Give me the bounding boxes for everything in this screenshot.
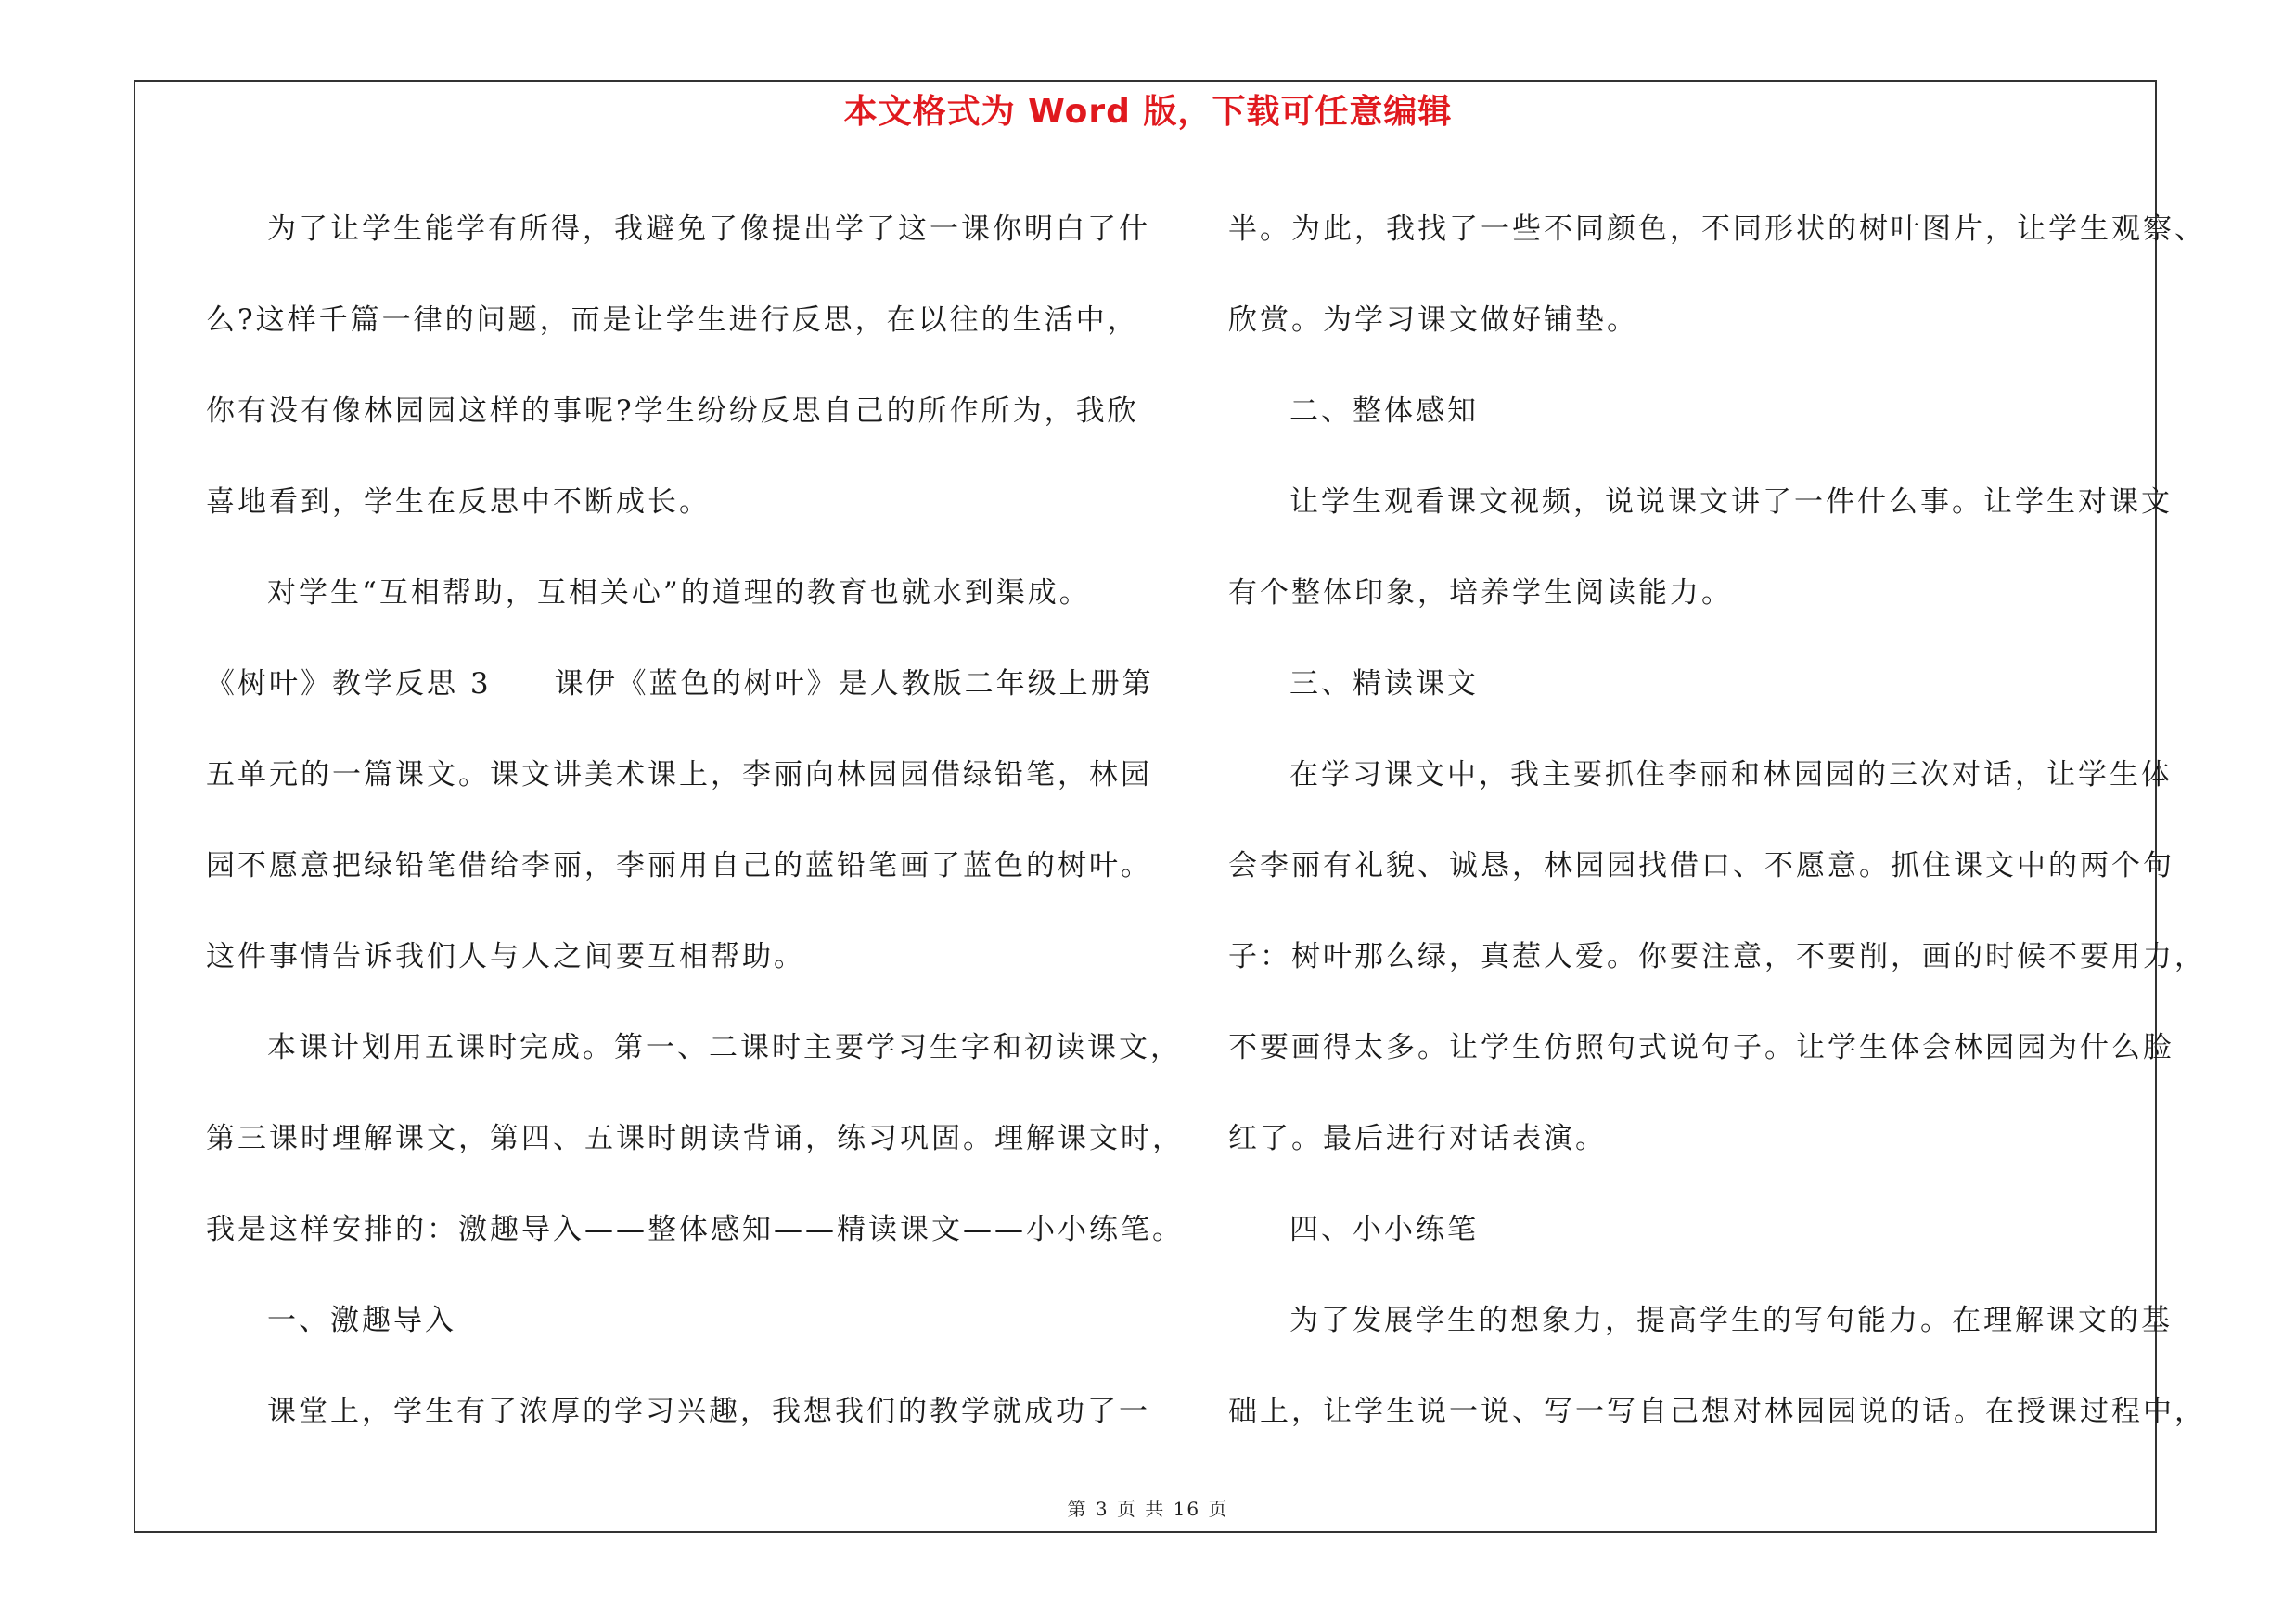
text-line: 子：树叶那么绿，真惹人爱。你要注意，不要削，画的时候不要用力， bbox=[1228, 940, 2206, 973]
text-line: 课堂上，学生有了浓厚的学习兴趣，我想我们的教学就成功了一 bbox=[267, 1395, 1150, 1428]
text-line: 第三课时理解课文，第四、五课时朗读背诵，练习巩固。理解课文时， bbox=[206, 1122, 1184, 1155]
right-column bbox=[1228, 184, 2206, 1457]
text-line: 喜地看到，学生在反思中不断成长。 bbox=[206, 485, 711, 519]
text-line: 欣赏。为学习课文做好铺垫。 bbox=[1228, 303, 1638, 337]
section-heading: 二、整体感知 bbox=[1289, 394, 1479, 428]
text-line: 让学生观看课文视频，说说课文讲了一件什么事。让学生对课文 bbox=[1289, 485, 2173, 519]
text-line: 园不愿意把绿铅笔借给李丽，李丽用自己的蓝铅笔画了蓝色的树叶。 bbox=[206, 849, 1152, 882]
text-line: 你有没有像林园园这样的事呢?学生纷纷反思自己的所作所为，我欣 bbox=[206, 394, 1139, 428]
left-column bbox=[206, 184, 1184, 1457]
text-line: 么?这样千篇一律的问题，而是让学生进行反思，在以往的生活中， bbox=[206, 303, 1139, 337]
text-line: 础上，让学生说一说、写一写自己想对林园园说的话。在授课过程中， bbox=[1228, 1395, 2206, 1428]
text-line: 为了发展学生的想象力，提高学生的写句能力。在理解课文的基 bbox=[1289, 1304, 2173, 1337]
text-line: 不要画得太多。让学生仿照句式说句子。让学生体会林园园为什么脸 bbox=[1228, 1031, 2174, 1064]
text-line: 本课计划用五课时完成。第一、二课时主要学习生字和初读课文， bbox=[267, 1031, 1182, 1064]
section-heading: 三、精读课文 bbox=[1289, 667, 1479, 701]
page-number: 第 3 页 共 16 页 bbox=[1067, 1498, 1229, 1520]
section-heading: 四、小小练笔 bbox=[1289, 1213, 1479, 1246]
text-line: 红了。最后进行对话表演。 bbox=[1228, 1122, 1607, 1155]
text-line: 在学习课文中，我主要抓住李丽和林园园的三次对话，让学生体 bbox=[1289, 758, 2173, 792]
section-heading: 一、激趣导入 bbox=[267, 1304, 456, 1337]
text-line: 《树叶》教学反思 3 课伊《蓝色的树叶》是人教版二年级上册第 bbox=[206, 667, 1154, 701]
text-line: 有个整体印象，培养学生阅读能力。 bbox=[1228, 576, 1733, 610]
format-banner: 本文格式为 Word 版，下载可任意编辑 bbox=[843, 93, 1453, 131]
text-line: 会李丽有礼貌、诚恳，林园园找借口、不愿意。抓住课文中的两个句 bbox=[1228, 849, 2174, 882]
text-line: 五单元的一篇课文。课文讲美术课上，李丽向林园园借绿铅笔，林园 bbox=[206, 758, 1152, 792]
text-line: 我是这样安排的：激趣导入——整体感知——精读课文——小小练笔。 bbox=[206, 1213, 1184, 1246]
text-line: 半。为此，我找了一些不同颜色，不同形状的树叶图片，让学生观察、 bbox=[1228, 213, 2206, 246]
text-line: 为了让学生能学有所得，我避免了像提出学了这一课你明白了什 bbox=[267, 213, 1150, 246]
text-line: 这件事情告诉我们人与人之间要互相帮助。 bbox=[206, 940, 805, 973]
text-line: 对学生“互相帮助，互相关心”的道理的教育也就水到渠成。 bbox=[267, 576, 1091, 610]
